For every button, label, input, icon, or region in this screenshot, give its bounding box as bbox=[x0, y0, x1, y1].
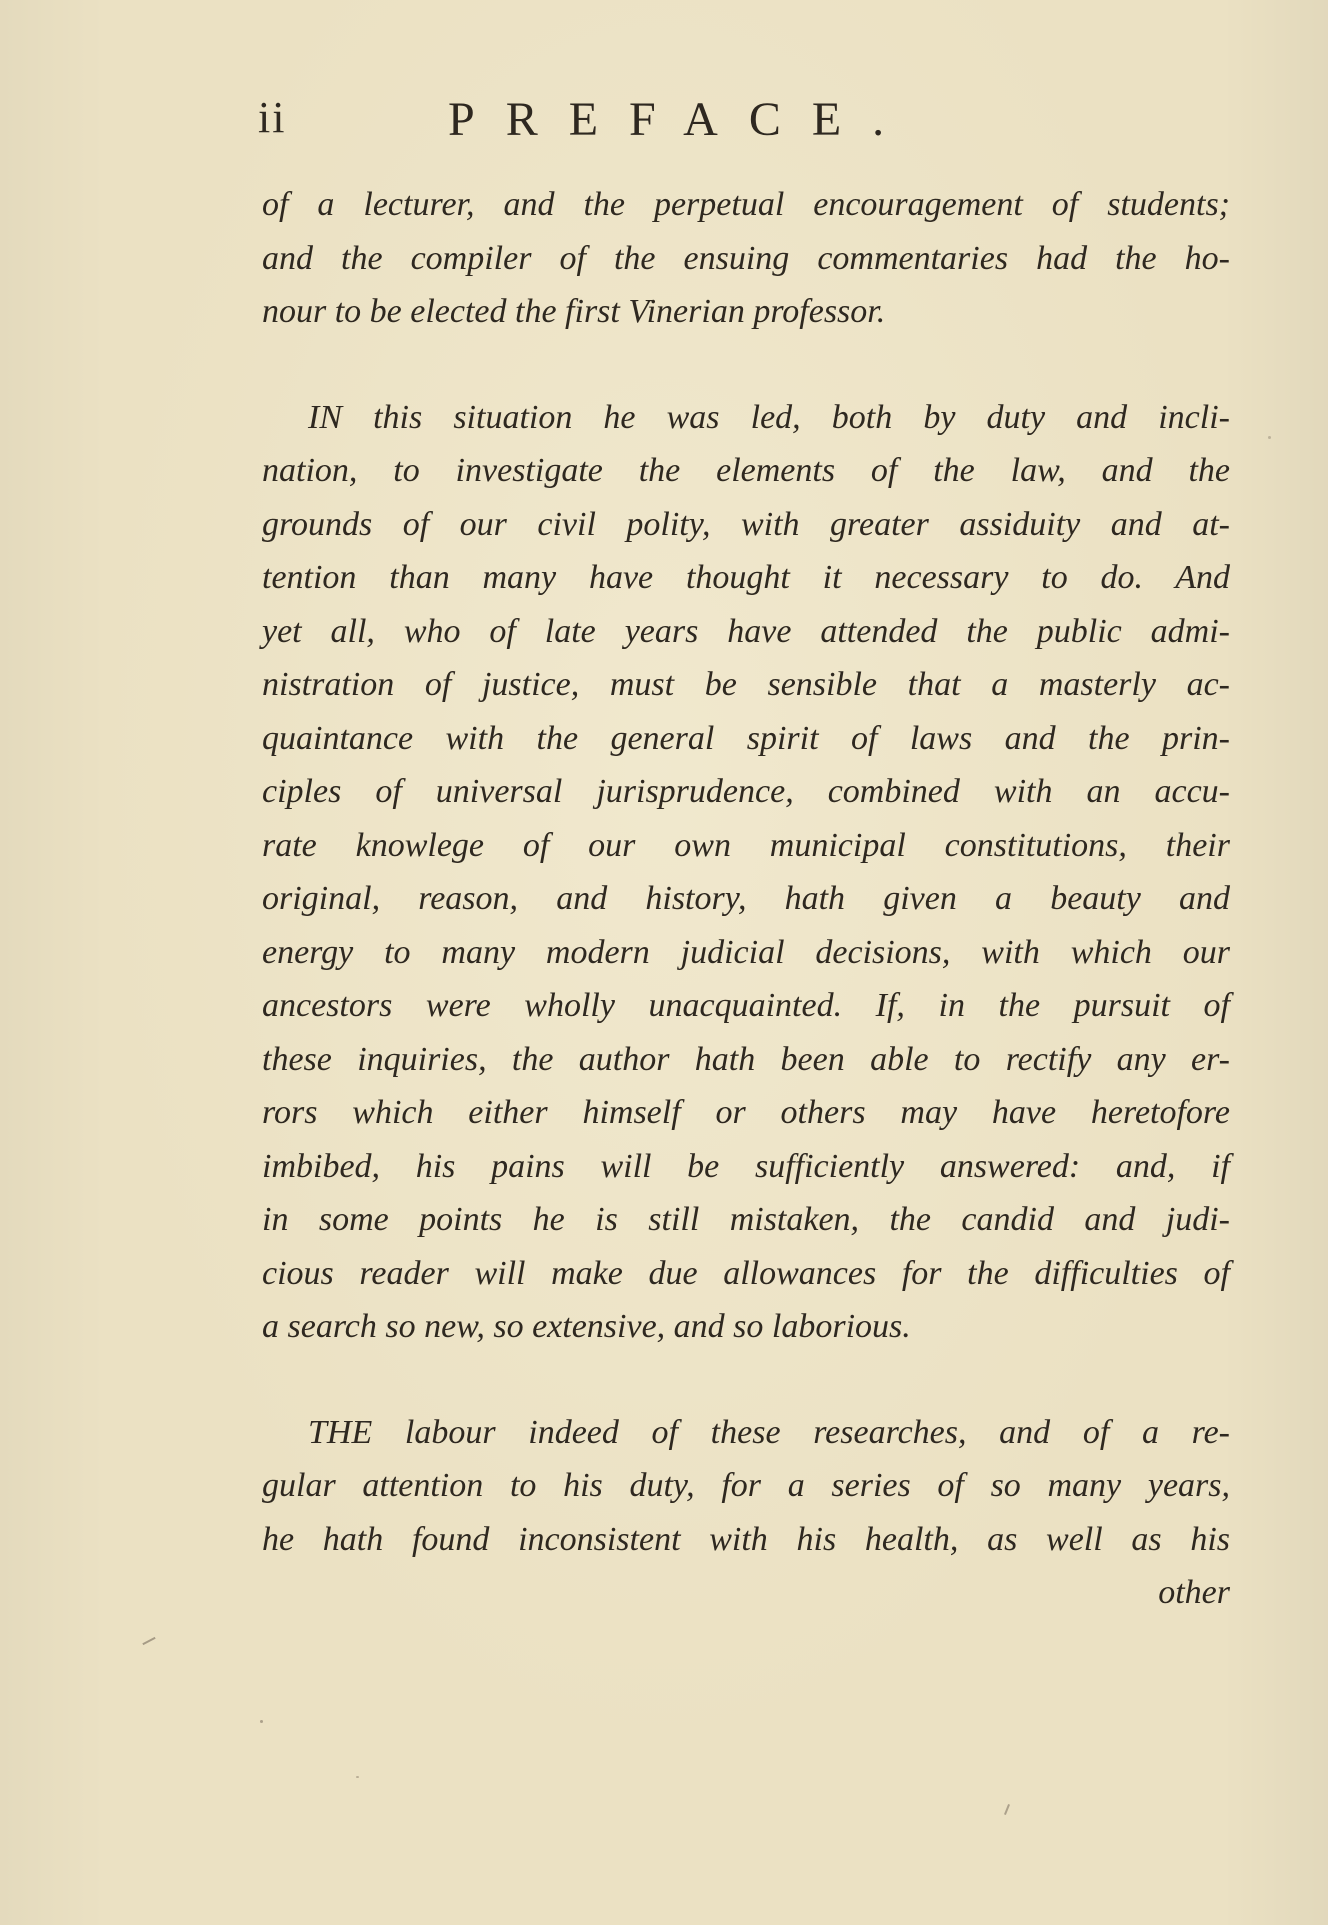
speck-mark bbox=[356, 1776, 359, 1778]
text-line: nistration of justice, must be sensible that a masterly ac- bbox=[262, 666, 1230, 703]
text-line: energy to many modern judicial decisions, with which our bbox=[262, 933, 1230, 971]
text-line: IN this situation he was led, both by duty and incli- bbox=[308, 398, 1230, 436]
page-number: ii bbox=[258, 93, 287, 142]
text-line: of a lecturer, and the perpetual encouragement of students; bbox=[262, 186, 1230, 223]
speck-mark bbox=[1004, 1804, 1010, 1815]
text-line: ciples of universal jurisprudence, combined with an accu- bbox=[262, 773, 1230, 810]
running-head bbox=[258, 92, 1228, 152]
text-line: quaintance with the general spirit of laws and the prin- bbox=[262, 719, 1230, 757]
body-text bbox=[262, 178, 1230, 1620]
text-line: a search so new, so extensive, and so laborious. bbox=[262, 1308, 911, 1345]
speck-mark bbox=[142, 1637, 155, 1645]
text-line: these inquiries, the author hath been able to rectify any er- bbox=[262, 1040, 1230, 1078]
speck-mark bbox=[1268, 436, 1271, 439]
text-line: yet all, who of late years have attended the public admi- bbox=[262, 612, 1230, 650]
text-line: and the compiler of the ensuing commentaries had the ho- bbox=[262, 239, 1230, 277]
text-line: grounds of our civil polity, with greater assiduity and at- bbox=[262, 505, 1230, 543]
text-line: cious reader will make due allowances for the difficulties of bbox=[262, 1254, 1230, 1292]
text-line: nour to be elected the first Vinerian professor. bbox=[262, 293, 886, 330]
text-line: nation, to investigate the elements of the law, and the bbox=[262, 452, 1230, 489]
page-title: PREFACE. bbox=[448, 93, 916, 146]
catchword: other bbox=[1158, 1574, 1230, 1611]
text-line: imbibed, his pains will be sufficiently answered: and, if bbox=[262, 1147, 1230, 1185]
paragraph-3 bbox=[262, 1406, 1230, 1567]
text-line: rors which either himself or others may have heretofore bbox=[262, 1094, 1230, 1131]
text-line: gular attention to his duty, for a series of so many years, bbox=[262, 1467, 1230, 1504]
text-line: he hath found inconsistent with his health, as well as his bbox=[262, 1520, 1230, 1558]
text-line: rate knowlege of our own municipal constitutions, their bbox=[262, 826, 1230, 864]
text-line: ancestors were wholly unacquainted. If, in the pursuit of bbox=[262, 987, 1230, 1024]
text-line: in some points he is still mistaken, the candid and judi- bbox=[262, 1201, 1230, 1238]
text-line: tention than many have thought it necessary to do. And bbox=[262, 559, 1230, 596]
paragraph-1 bbox=[262, 178, 1230, 339]
text-line: THE labour indeed of these researches, and of a re- bbox=[308, 1413, 1230, 1451]
paragraph-2 bbox=[262, 391, 1230, 1354]
speck-mark bbox=[260, 1720, 263, 1723]
text-line: original, reason, and history, hath given a beauty and bbox=[262, 880, 1230, 917]
